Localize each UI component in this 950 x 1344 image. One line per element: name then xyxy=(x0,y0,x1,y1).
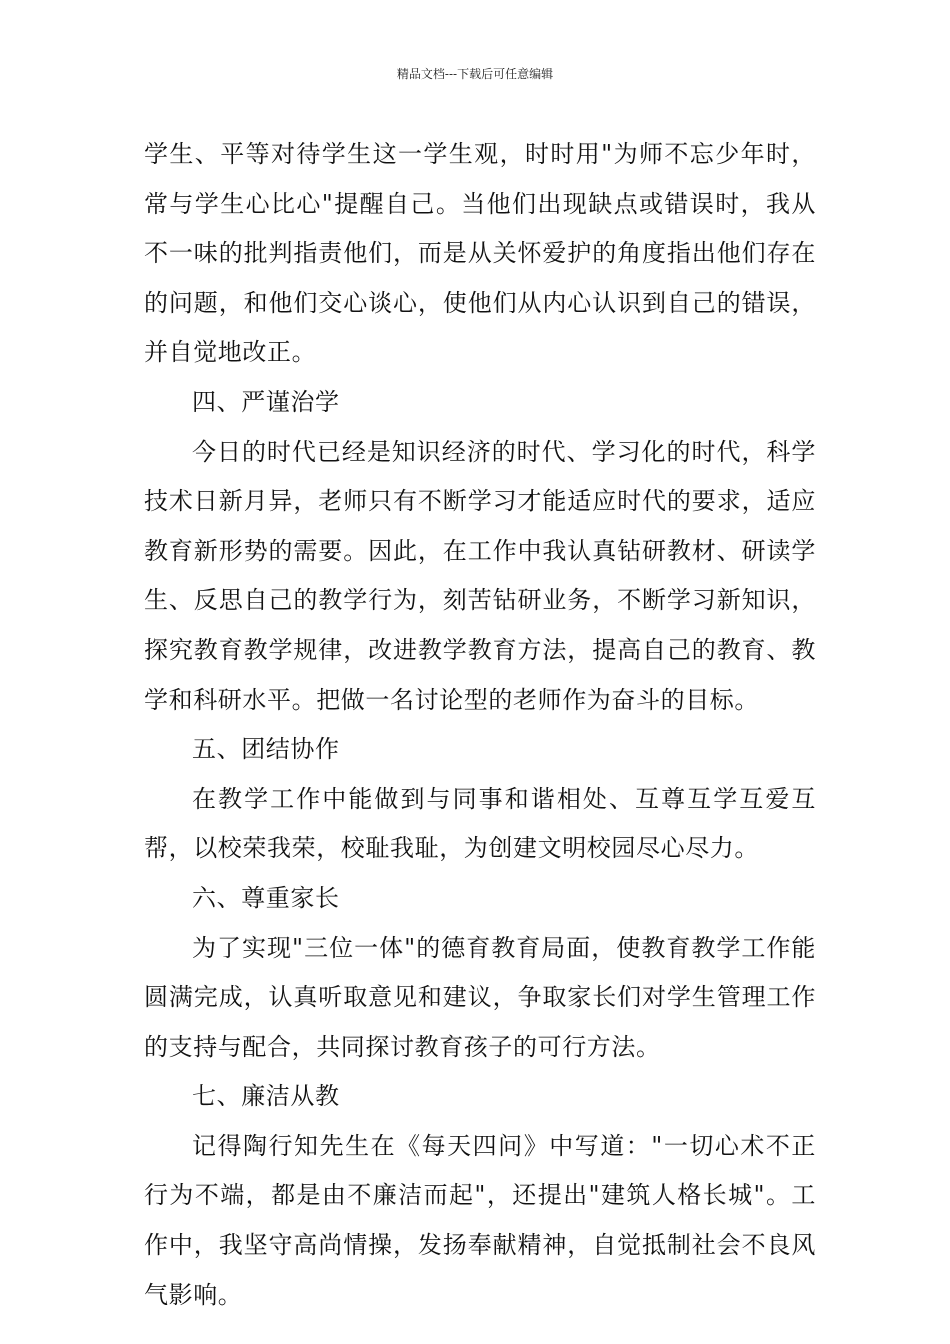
paragraph-teamwork: 在教学工作中能做到与同事和谐相处、互尊互学互爱互帮，以校荣我荣，校耻我耻，为创建文明校园尽心尽力。 xyxy=(144,784,816,863)
section-heading-5: 五、团结协作 xyxy=(192,735,340,764)
section-heading-6: 六、尊重家长 xyxy=(192,883,340,912)
paragraph-respect-parents: 为了实现"三位一体"的德育教育局面，使教育教学工作能圆满完成，认真听取意见和建议，争取家长们对学生管理工作的支持与配合，共同探讨教育孩子的可行方法。 xyxy=(144,933,816,1061)
paragraph-rigorous-study: 今日的时代已经是知识经济的时代、学习化的时代，科学技术日新月异，老师只有不断学习才能适应时代的要求，适应教育新形势的需要。因此，在工作中我认真钻研教材、研读学生、反思自己的教学行为，刻苦钻研业务，不断学习新知识，探究教育教学规律，改进教学教育方法，提高自己的教育、教学和科研水平。把做一名讨论型的老师作为奋斗的目标。 xyxy=(144,437,816,714)
paragraph-continued: 学生、平等对待学生这一学生观，时时用"为师不忘少年时，常与学生心比心"提醒自己。当他们出现缺点或错误时，我从不一味的批判指责他们，而是从关怀爱护的角度指出他们存在的问题，和他们交心谈心，使他们从内心认识到自己的错误，并自觉地改正。 xyxy=(144,140,816,367)
document-body xyxy=(144,130,816,1320)
paragraph-integrity: 记得陶行知先生在《每天四问》中写道："一切心术不正行为不端，都是由不廉洁而起"，还提出"建筑人格长城"。工作中，我坚守高尚情操，发扬奉献精神，自觉抵制社会不良风气影响。 xyxy=(144,1131,816,1309)
page-header: 精品文档---下载后可任意编辑 xyxy=(396,67,554,81)
section-heading-7: 七、廉洁从教 xyxy=(192,1082,340,1111)
section-heading-4: 四、严谨治学 xyxy=(192,387,340,416)
